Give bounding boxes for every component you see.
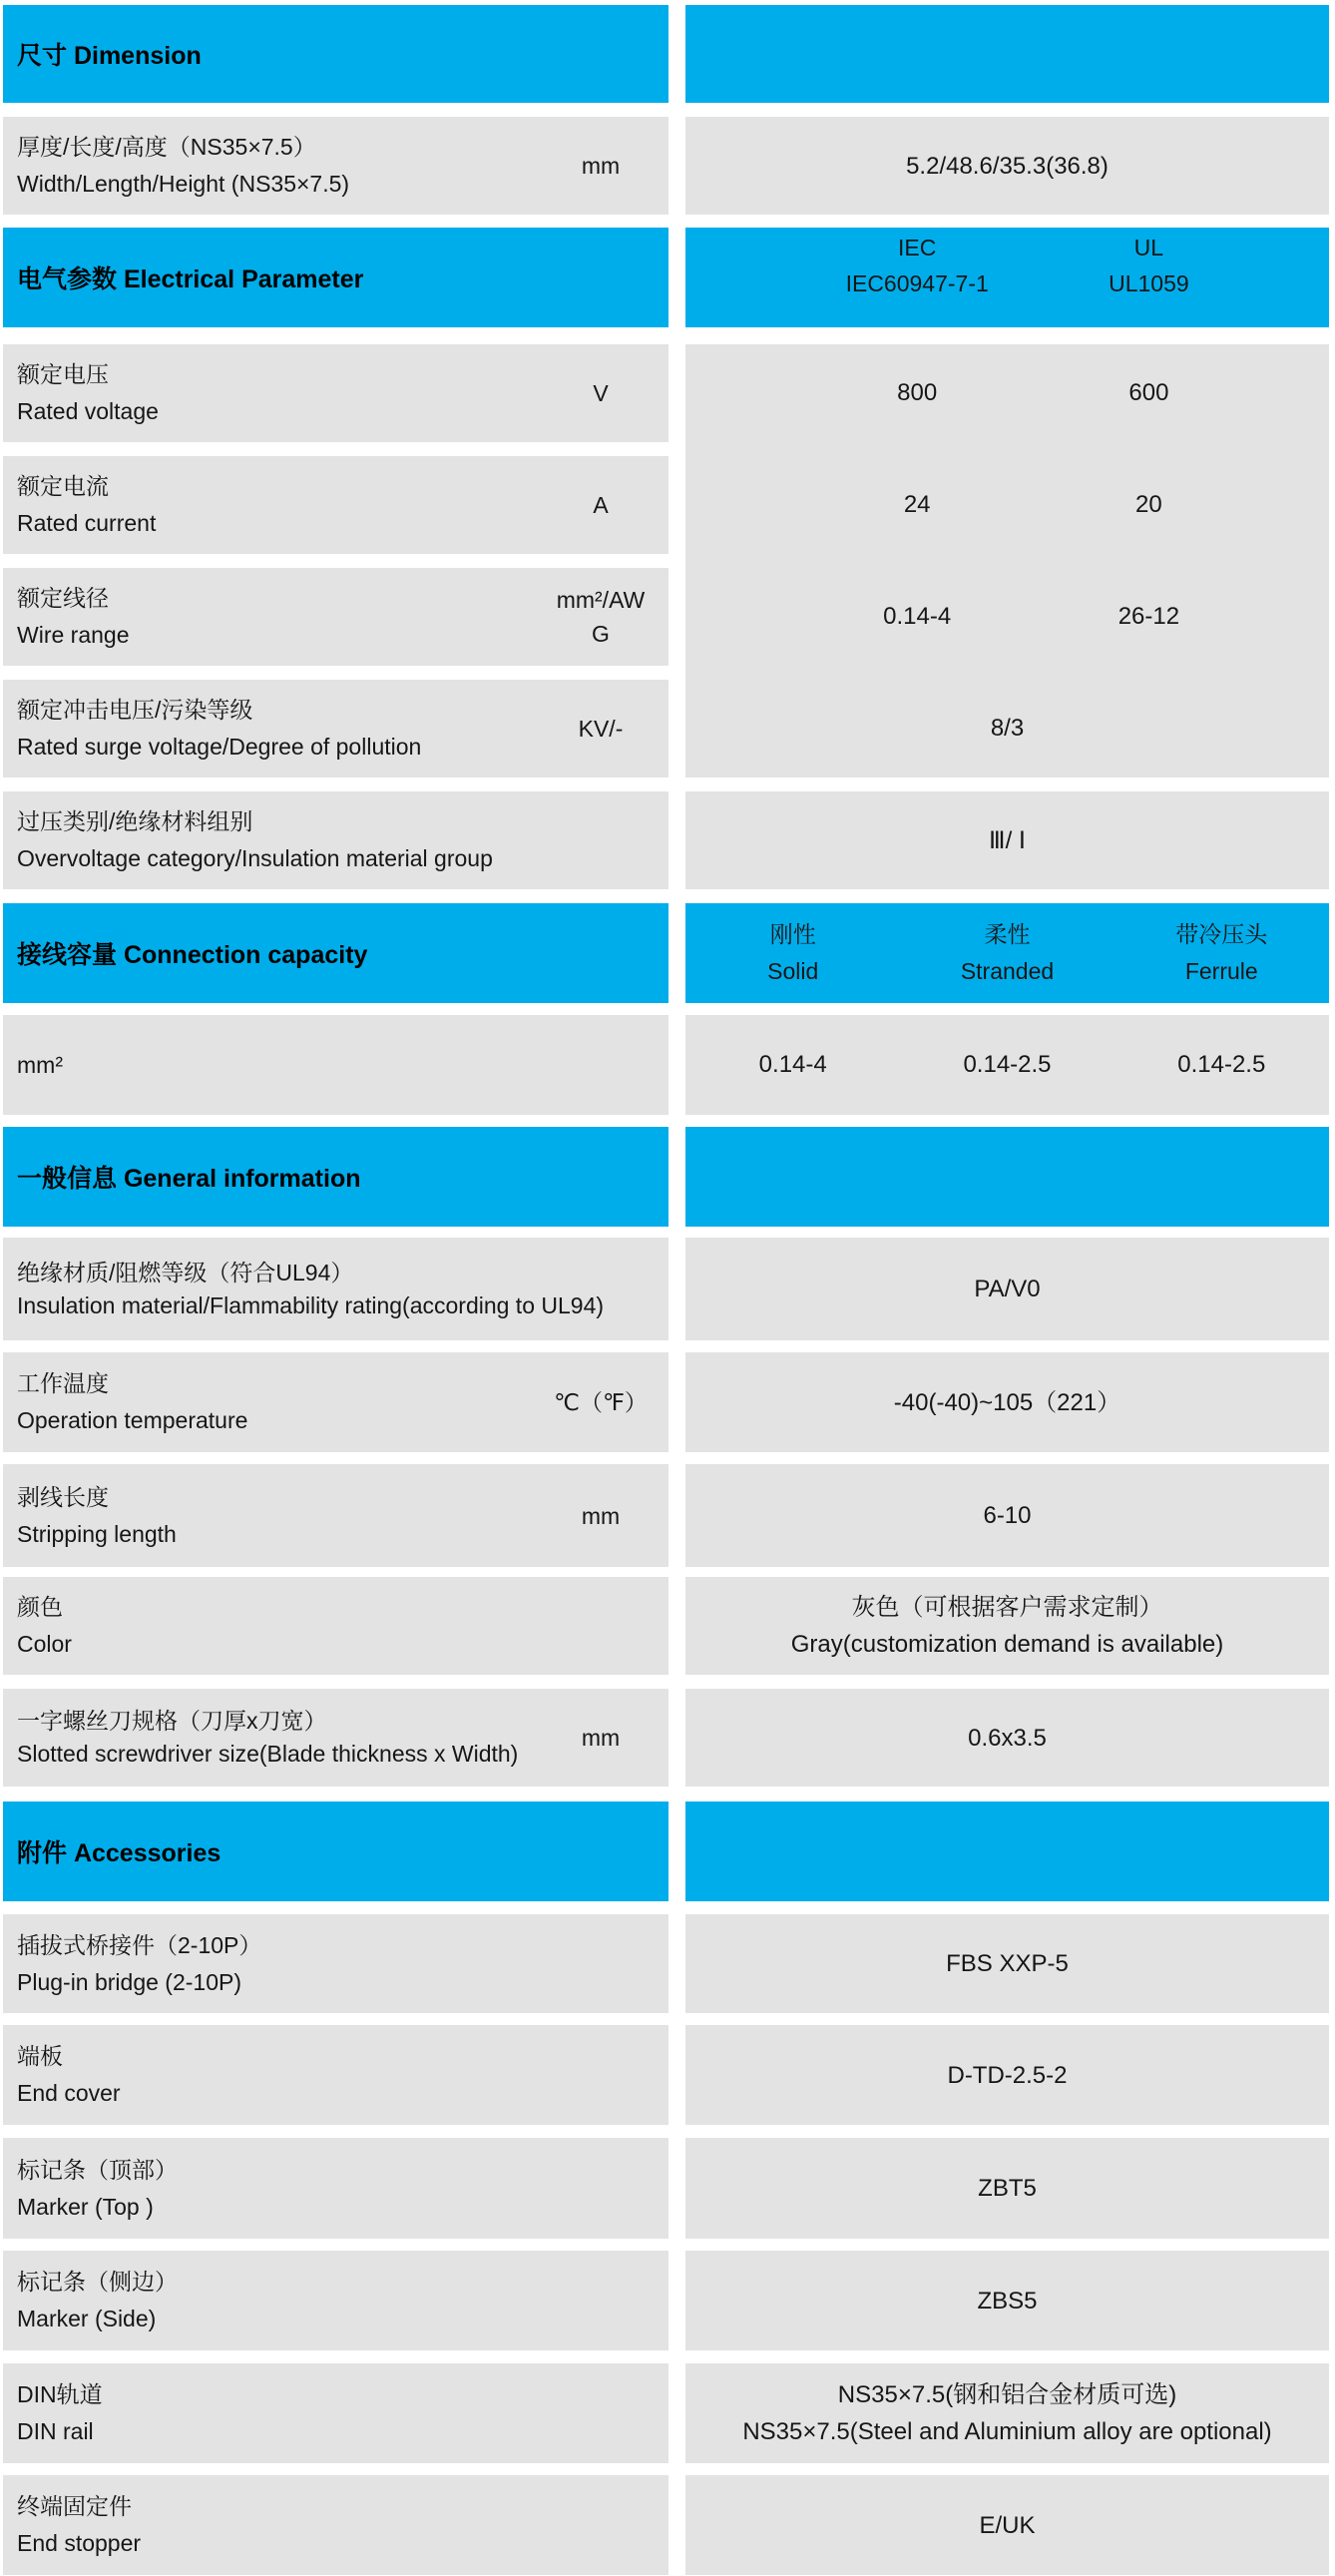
spec-row-din-rail bbox=[3, 2363, 1335, 2463]
row-label-en: Insulation material/Flammability rating(according to UL94) bbox=[17, 1291, 605, 1318]
spec-row-color bbox=[3, 1577, 1335, 1675]
row-label bbox=[3, 2376, 668, 2450]
electrical-left-column bbox=[3, 344, 668, 777]
row-value-zh: NS35×7.5(钢和铝合金材质可选) bbox=[837, 2381, 1177, 2408]
spec-row-screwdriver-size bbox=[3, 1689, 1335, 1787]
row-label-zh: 标记条（顶部） bbox=[17, 2156, 178, 2183]
row-unit: V bbox=[593, 380, 609, 406]
row-label-zh: 终端固定件 bbox=[17, 2493, 132, 2519]
row-value-cell bbox=[685, 2475, 1329, 2575]
spec-row-marker-top bbox=[3, 2138, 1335, 2239]
ul-column-header bbox=[1109, 230, 1189, 301]
row-label-en: Overvoltage category/Insulation material group bbox=[17, 845, 493, 871]
row-label-en: End stopper bbox=[17, 2530, 142, 2556]
row-label-cell bbox=[3, 2138, 668, 2239]
row-label bbox=[3, 580, 551, 654]
section-title-text: 附件 Accessories bbox=[17, 1839, 222, 1867]
row-value-cell bbox=[685, 1015, 1329, 1115]
row-value: Ⅲ/ Ⅰ bbox=[989, 826, 1026, 854]
row-label-zh: 一字螺丝刀规格（刀厚x刀宽） bbox=[17, 1708, 327, 1734]
row-label-cell bbox=[3, 2475, 668, 2575]
row-label-cell bbox=[3, 2025, 668, 2125]
row-value-en: NS35×7.5(Steel and Aluminium alloy are optional) bbox=[742, 2418, 1272, 2445]
row-value: 8/3 bbox=[990, 715, 1025, 742]
row-value: 6-10 bbox=[983, 1502, 1032, 1529]
row-value: FBS XXP-5 bbox=[946, 1950, 1069, 1977]
row-label-en: Rated current bbox=[17, 510, 157, 536]
row-label-en: Color bbox=[17, 1631, 72, 1657]
row-label-en: Plug-in bridge (2-10P) bbox=[17, 1968, 242, 1995]
row-value: E/UK bbox=[979, 2511, 1036, 2539]
row-unit: ℃（℉） bbox=[554, 1389, 648, 1415]
row-label-zh: 端板 bbox=[17, 2043, 63, 2069]
row-label bbox=[3, 129, 551, 203]
stranded-en: Stranded bbox=[960, 958, 1055, 984]
row-label bbox=[3, 1705, 551, 1771]
ul-value: 20 bbox=[1135, 491, 1162, 518]
row-value-cell bbox=[685, 1238, 1329, 1340]
row-label-en: Stripping length bbox=[17, 1520, 177, 1547]
iec-value: 0.14-4 bbox=[883, 603, 952, 630]
row-value-cell bbox=[685, 2025, 1329, 2125]
row-label bbox=[3, 803, 668, 877]
row-label-en: Marker (Side) bbox=[17, 2306, 157, 2331]
row-label-cell bbox=[3, 1238, 668, 1340]
stranded-column-header bbox=[961, 916, 1054, 990]
row-label-en: Rated voltage bbox=[17, 398, 159, 424]
row-label-en: Width/Length/Height (NS35×7.5) bbox=[17, 171, 350, 197]
spec-row-plug-in-bridge bbox=[3, 1914, 1335, 2013]
rated-voltage-values bbox=[685, 344, 1329, 442]
row-label-en: Wire range bbox=[17, 622, 130, 648]
section-title-text: 接线容量 Connection capacity bbox=[17, 941, 368, 969]
iec-column-header bbox=[846, 230, 989, 301]
row-label-cell bbox=[3, 1015, 668, 1115]
spec-row-end-cover bbox=[3, 2025, 1335, 2125]
row-unit: mm bbox=[581, 1725, 621, 1751]
row-label-en: Rated surge voltage/Degree of pollution bbox=[17, 734, 422, 760]
row-value-cell bbox=[685, 2363, 1329, 2463]
section-title-accessories bbox=[3, 1802, 668, 1901]
row-label bbox=[3, 692, 551, 766]
standards-columns bbox=[685, 228, 1329, 327]
row-label-en: End cover bbox=[17, 2080, 121, 2106]
solid-value: 0.14-4 bbox=[758, 1051, 827, 1078]
row-value-cell bbox=[685, 791, 1329, 889]
row-label bbox=[3, 2152, 668, 2226]
row-label-zh: 颜色 bbox=[17, 1594, 63, 1620]
stranded-value: 0.14-2.5 bbox=[963, 1051, 1052, 1078]
row-label bbox=[3, 1257, 668, 1322]
stranded-zh: 柔性 bbox=[984, 921, 1031, 947]
surge-voltage-value bbox=[685, 680, 1329, 777]
section-header-dimension bbox=[3, 5, 1335, 103]
row-value-cell bbox=[685, 1689, 1329, 1787]
iec-standard: IEC60947-7-1 bbox=[845, 270, 989, 296]
row-label-zh: 厚度/长度/高度（NS35×7.5） bbox=[17, 134, 316, 160]
row-label-zh: 标记条（侧边） bbox=[17, 2269, 178, 2295]
row-label-cell bbox=[3, 2251, 668, 2350]
row-label-en: Slotted screwdriver size(Blade thickness x Width) bbox=[17, 1741, 519, 1767]
iec-value: 800 bbox=[897, 379, 938, 406]
row-value: 0.6x3.5 bbox=[968, 1724, 1047, 1752]
row-label-cell bbox=[3, 1689, 668, 1787]
solid-column-header bbox=[767, 916, 818, 990]
row-label-zh: 额定冲击电压/污染等级 bbox=[17, 697, 253, 723]
section-title-general bbox=[3, 1127, 668, 1227]
row-label bbox=[3, 1365, 551, 1439]
row-value: 5.2/48.6/35.3(36.8) bbox=[906, 152, 1109, 180]
spec-row-wire-range bbox=[3, 568, 668, 666]
row-label-zh: 剥线长度 bbox=[17, 1483, 109, 1510]
row-label-cell bbox=[3, 1577, 668, 1675]
ferrule-column-header bbox=[1175, 916, 1267, 990]
spec-row-overvoltage-category bbox=[3, 791, 1335, 889]
row-value-cell bbox=[685, 1352, 1329, 1452]
solid-en: Solid bbox=[767, 958, 819, 984]
section-title-dimension bbox=[3, 5, 668, 103]
row-label-cell bbox=[3, 1464, 668, 1567]
row-value-cell bbox=[685, 1577, 1329, 1675]
row-label-en: DIN rail bbox=[17, 2418, 94, 2444]
rated-current-values bbox=[685, 456, 1329, 554]
spec-row-dimensions bbox=[3, 117, 1335, 215]
ferrule-value: 0.14-2.5 bbox=[1177, 1051, 1266, 1078]
wire-range-values bbox=[685, 568, 1329, 666]
row-label-cell bbox=[3, 1352, 668, 1452]
row-label-zh: DIN轨道 bbox=[17, 2381, 103, 2407]
row-value-cell bbox=[685, 1464, 1329, 1567]
ul-standard: UL1059 bbox=[1109, 270, 1189, 296]
ul-value: 600 bbox=[1128, 379, 1169, 406]
row-label-cell bbox=[3, 791, 668, 889]
spec-row-rated-voltage bbox=[3, 344, 668, 442]
row-unit: mm bbox=[581, 1502, 621, 1529]
ul-name: UL bbox=[1133, 235, 1164, 260]
section-title-electrical bbox=[3, 228, 668, 327]
ferrule-zh: 带冷压头 bbox=[1175, 921, 1268, 947]
section-title-connection bbox=[3, 903, 668, 1003]
row-label bbox=[3, 2038, 668, 2112]
section-header-electrical bbox=[3, 228, 1335, 327]
spec-row-connection-capacity bbox=[3, 1015, 1335, 1115]
row-label-en: Marker (Top ) bbox=[17, 2193, 154, 2220]
row-label-cell bbox=[3, 1914, 668, 2013]
row-value-cell bbox=[685, 117, 1329, 215]
electrical-values-block bbox=[685, 344, 1329, 777]
row-unit: A bbox=[593, 492, 609, 518]
section-title-text: 一般信息 General information bbox=[17, 1165, 361, 1193]
solid-zh: 刚性 bbox=[769, 921, 816, 947]
row-label-zh: 额定电压 bbox=[17, 361, 109, 387]
section-header-general-right-panel bbox=[685, 1127, 1329, 1227]
section-title-text: 电气参数 Electrical Parameter bbox=[17, 265, 364, 293]
row-label bbox=[3, 468, 551, 542]
row-label-zh: 工作温度 bbox=[17, 1370, 109, 1396]
row-label-zh: 额定线径 bbox=[17, 585, 109, 611]
spec-row-insulation-material bbox=[3, 1238, 1335, 1340]
spec-row-stripping-length bbox=[3, 1464, 1335, 1567]
row-label-cell bbox=[3, 117, 668, 215]
row-label bbox=[3, 1479, 551, 1553]
row-value-cell bbox=[685, 2251, 1329, 2350]
row-value: -40(-40)~105（221） bbox=[893, 1388, 1121, 1416]
row-label-cell bbox=[3, 2363, 668, 2463]
row-label bbox=[3, 1589, 668, 1663]
row-label-zh: 插拔式桥接件（2-10P） bbox=[17, 1931, 262, 1958]
row-label-en: Operation temperature bbox=[17, 1407, 248, 1433]
row-label bbox=[3, 1927, 668, 2001]
row-unit: mm²/AWG bbox=[556, 587, 646, 647]
row-label bbox=[3, 1047, 668, 1084]
section-header-connection bbox=[3, 903, 1335, 1003]
electrical-rows bbox=[3, 344, 1335, 777]
section-header-general bbox=[3, 1127, 1335, 1227]
spec-row-surge-voltage bbox=[3, 680, 668, 777]
iec-value: 24 bbox=[903, 491, 931, 518]
section-title-text: 尺寸 Dimension bbox=[17, 42, 202, 70]
row-value: PA/V0 bbox=[974, 1276, 1041, 1302]
row-value: ZBT5 bbox=[978, 2175, 1037, 2202]
spec-row-marker-side bbox=[3, 2251, 1335, 2350]
row-label bbox=[3, 356, 551, 430]
row-label-zh: 过压类别/绝缘材料组别 bbox=[17, 808, 253, 834]
section-header-accessories-right-panel bbox=[685, 1802, 1329, 1901]
spec-row-end-stopper bbox=[3, 2475, 1335, 2575]
section-header-accessories bbox=[3, 1802, 1335, 1901]
row-label-zh: 绝缘材质/阻燃等级（符合UL94） bbox=[17, 1259, 354, 1286]
row-label bbox=[3, 2488, 668, 2562]
row-value-en: Gray(customization demand is available) bbox=[790, 1631, 1224, 1658]
row-unit: KV/- bbox=[578, 716, 624, 742]
spec-row-rated-current bbox=[3, 456, 668, 554]
row-label bbox=[3, 2264, 668, 2337]
row-value: D-TD-2.5-2 bbox=[947, 2061, 1068, 2089]
row-label-unit: mm² bbox=[17, 1051, 63, 1078]
connection-col-headers bbox=[685, 903, 1329, 1003]
ferrule-en: Ferrule bbox=[1184, 958, 1258, 984]
row-value-zh: 灰色（可根据客户需求定制） bbox=[851, 1594, 1163, 1621]
ul-value: 26-12 bbox=[1117, 603, 1180, 630]
spec-row-operation-temperature bbox=[3, 1352, 1335, 1452]
section-header-dimension-right-panel bbox=[685, 5, 1329, 103]
row-value-cell bbox=[685, 2138, 1329, 2239]
row-value: ZBS5 bbox=[977, 2287, 1038, 2315]
row-value-cell bbox=[685, 1914, 1329, 2013]
row-unit: mm bbox=[581, 153, 621, 179]
iec-name: IEC bbox=[898, 235, 937, 260]
row-label-zh: 额定电流 bbox=[17, 473, 109, 499]
